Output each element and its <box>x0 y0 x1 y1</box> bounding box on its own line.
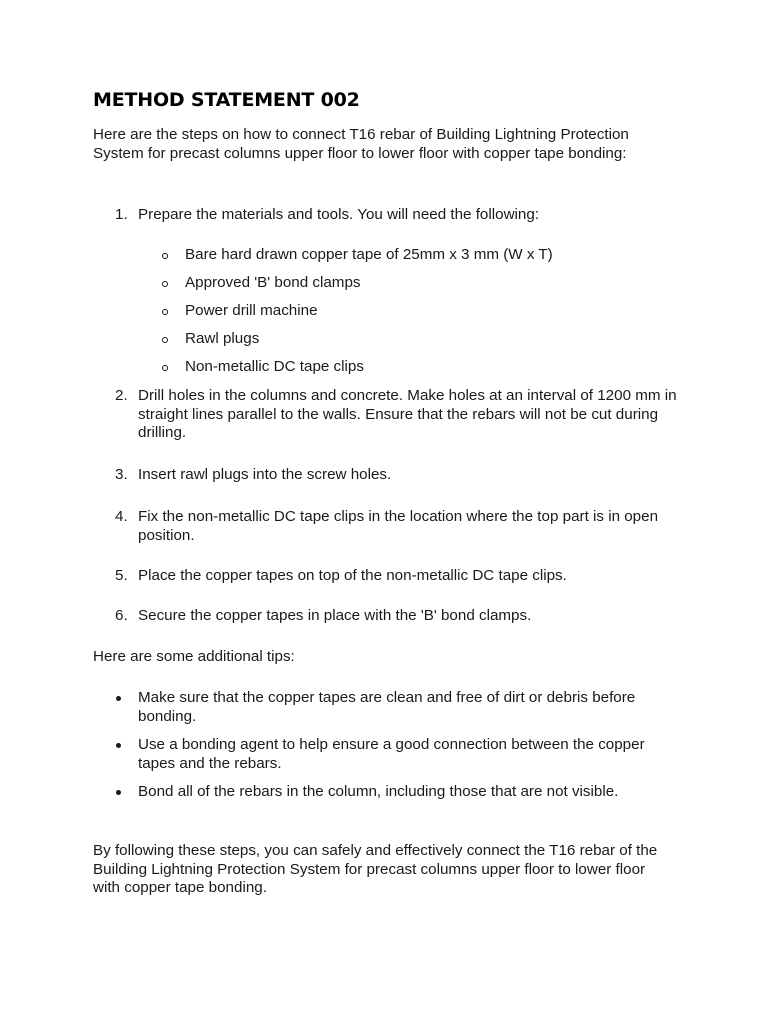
bullet-icon <box>116 696 121 701</box>
bullet-icon <box>116 790 121 795</box>
step-text: Fix the non-metallic DC tape clips in the location where the top part is in open position. <box>138 508 659 544</box>
hollow-bullet-icon <box>162 253 168 259</box>
step-text: Drill holes in the columns and concrete. Make holes at an interval of 1200 mm in straight lines parallel to the walls. Ensure that the rebars will not be cut during drilling. <box>138 387 677 441</box>
material-text: Rawl plugs <box>185 330 260 347</box>
step-text: Place the copper tapes on top of the non-metallic DC tape clips. <box>138 567 567 584</box>
step-number: 4. <box>115 508 128 525</box>
material-text: Non-metallic DC tape clips <box>185 358 364 375</box>
document-title: METHOD STATEMENT 002 <box>93 89 360 111</box>
intro-paragraph: Here are the steps on how to connect T16 rebar of Building Lightning Protection System for precast columns upper floor to lower floor with copper tape bonding: <box>93 126 629 162</box>
step-text: Secure the copper tapes in place with the 'B' bond clamps. <box>138 607 532 624</box>
hollow-bullet-icon <box>162 309 168 315</box>
tip-text: Bond all of the rebars in the column, including those that are not visible. <box>138 783 619 800</box>
hollow-bullet-icon <box>162 281 168 287</box>
step-number: 1. <box>115 206 128 223</box>
tips-heading: Here are some additional tips: <box>93 648 295 665</box>
hollow-bullet-icon <box>162 365 168 371</box>
tip-text: Use a bonding agent to help ensure a good connection between the copper tapes and the rebars. <box>138 736 645 772</box>
step-text: Insert rawl plugs into the screw holes. <box>138 466 392 483</box>
material-text: Bare hard drawn copper tape of 25mm x 3 mm (W x T) <box>185 246 553 263</box>
material-text: Power drill machine <box>185 302 318 319</box>
step-number: 3. <box>115 466 128 483</box>
bullet-icon <box>116 743 121 748</box>
conclusion-paragraph: By following these steps, you can safely and effectively connect the T16 rebar of the Building Lightning Protection System for precast columns upper floor to lower floor with copper tape bonding. <box>93 842 658 896</box>
material-text: Approved 'B' bond clamps <box>185 274 361 291</box>
step-text: Prepare the materials and tools. You will need the following: <box>138 206 540 223</box>
hollow-bullet-icon <box>162 337 168 343</box>
step-number: 6. <box>115 607 128 624</box>
step-number: 2. <box>115 387 128 404</box>
tip-text: Make sure that the copper tapes are clean and free of dirt or debris before bonding. <box>138 689 636 725</box>
step-number: 5. <box>115 567 128 584</box>
